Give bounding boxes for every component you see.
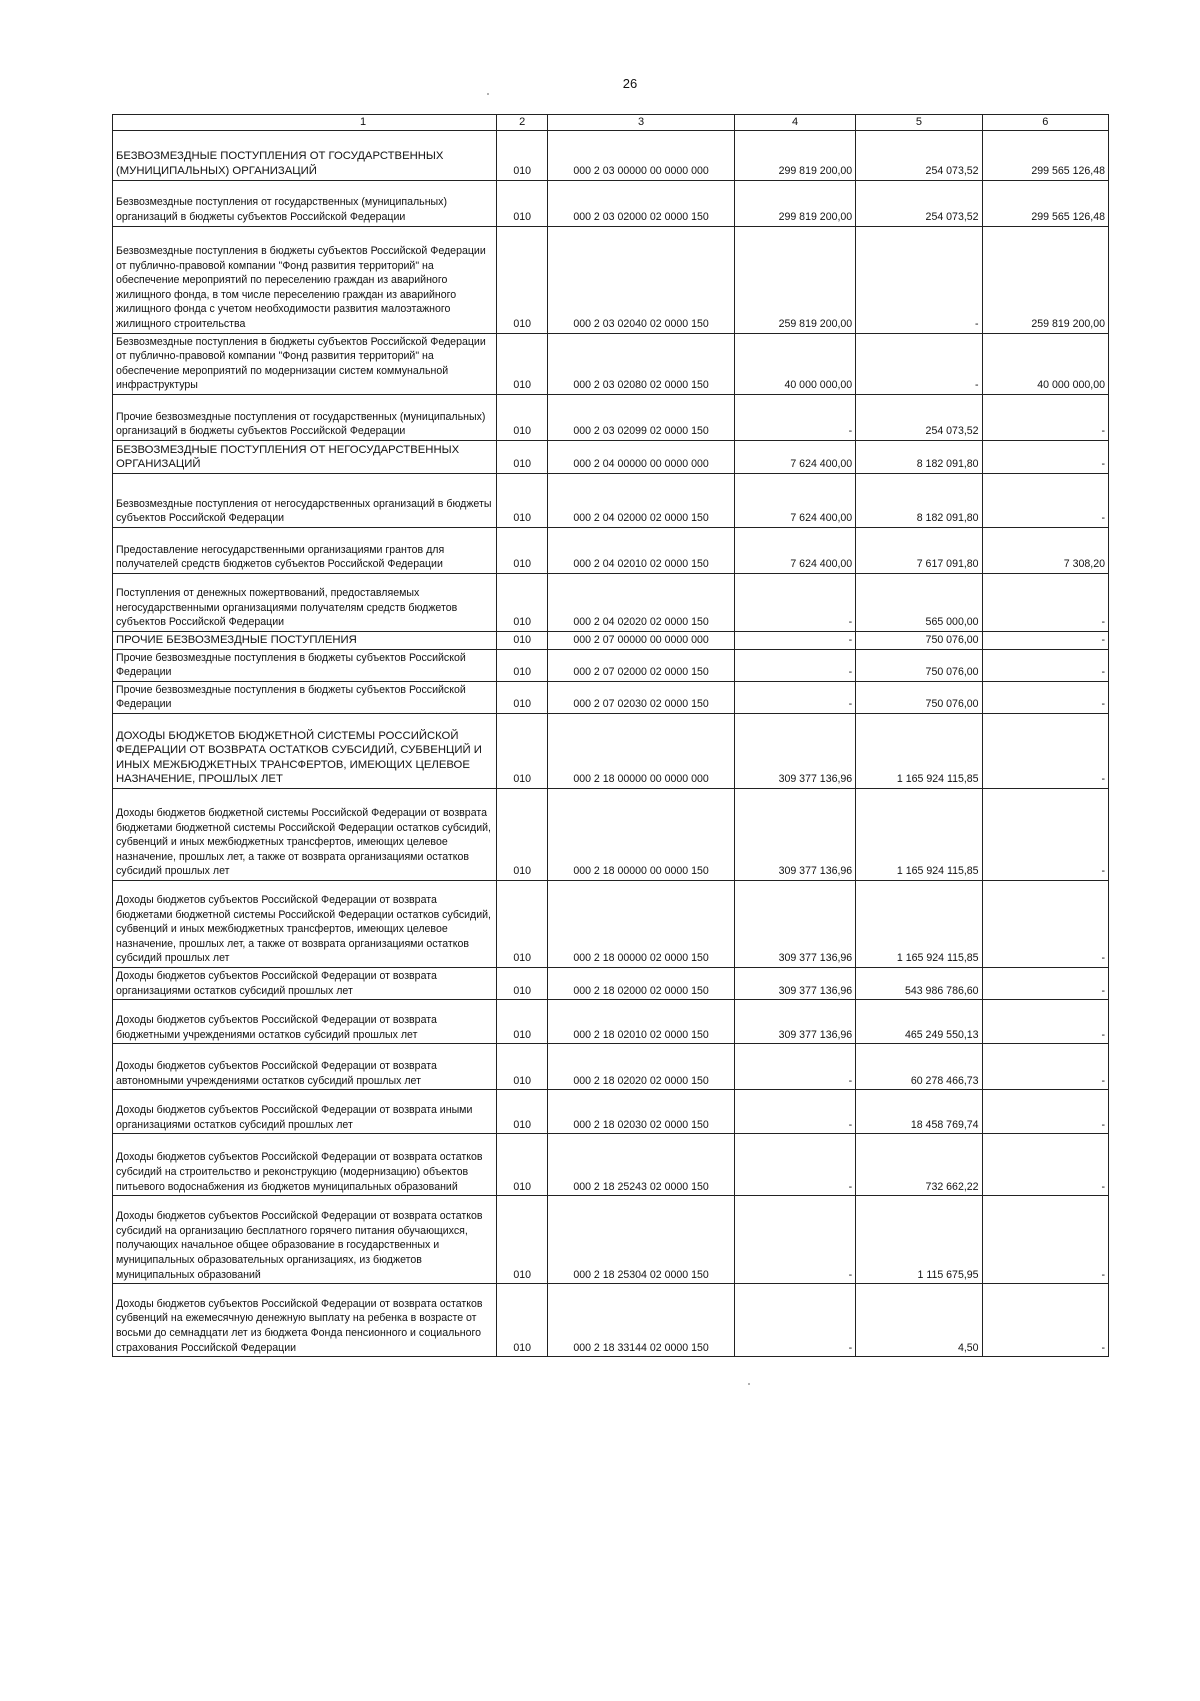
- cell-line-code: 010: [497, 440, 548, 473]
- cell-executed-amount: 60 278 466,73: [856, 1044, 982, 1090]
- cell-indicator-name: [113, 1090, 497, 1134]
- cell-unexecuted-amount: -: [982, 649, 1108, 681]
- cell-line-code: 010: [497, 473, 548, 527]
- table-row: [113, 681, 1109, 713]
- cell-executed-amount: 1 165 924 115,85: [856, 713, 982, 788]
- cell-approved-amount: -: [734, 649, 855, 681]
- cell-unexecuted-amount: -: [982, 1044, 1108, 1090]
- cell-approved-amount: 309 377 136,96: [734, 713, 855, 788]
- table-header: [113, 115, 1109, 131]
- cell-indicator-name: [113, 1000, 497, 1044]
- cell-indicator-name: [113, 573, 497, 631]
- cell-approved-amount: 309 377 136,96: [734, 880, 855, 967]
- indicator-name-text: Безвозмездные поступления в бюджеты субъектов Российской Федерации от публично-правовой компании "Фонд развития территорий" на обеспечение мероприятий по переселению граждан из аварийного жилищного фонда, в том числе переселению граждан из аварийного жилищного фонда с учетом необходимости развития малоэтажного жилищного строительства: [116, 245, 486, 330]
- cell-approved-amount: -: [734, 681, 855, 713]
- cell-budget-classification-code: 000 2 18 00000 00 0000 150: [548, 788, 735, 880]
- column-number-6: 6: [982, 115, 1108, 131]
- cell-executed-amount: 4,50: [856, 1284, 982, 1357]
- cell-approved-amount: -: [734, 1090, 855, 1134]
- cell-executed-amount: -: [856, 333, 982, 394]
- cell-indicator-name: [113, 1284, 497, 1357]
- cell-approved-amount: 7 624 400,00: [734, 440, 855, 473]
- indicator-name-text: Доходы бюджетов субъектов Российской Федерации от возврата остатков субсидий на организацию бесплатного горячего питания обучающихся, получающих начальное общее образование в государственных и муниципальных образовательных организациях, из бюджетов муниципальных образований: [116, 1210, 483, 1281]
- cell-indicator-name: [113, 180, 497, 226]
- cell-unexecuted-amount: -: [982, 1196, 1108, 1284]
- cell-unexecuted-amount: -: [982, 440, 1108, 473]
- cell-line-code: 010: [497, 681, 548, 713]
- cell-line-code: 010: [497, 1284, 548, 1357]
- cell-unexecuted-amount: -: [982, 1090, 1108, 1134]
- indicator-name-text: Безвозмездные поступления в бюджеты субъектов Российской Федерации от публично-правовой компании "Фонд развития территорий" на обеспечение мероприятий по модернизации систем коммунальной инфраструктуры: [116, 335, 486, 392]
- cell-budget-classification-code: 000 2 18 02010 02 0000 150: [548, 1000, 735, 1044]
- cell-line-code: 010: [497, 713, 548, 788]
- cell-executed-amount: 18 458 769,74: [856, 1090, 982, 1134]
- cell-unexecuted-amount: 299 565 126,48: [982, 130, 1108, 180]
- cell-unexecuted-amount: -: [982, 880, 1108, 967]
- cell-executed-amount: 750 076,00: [856, 631, 982, 649]
- cell-executed-amount: 7 617 091,80: [856, 527, 982, 573]
- indicator-name-text: Прочие безвозмездные поступления от государственных (муниципальных) организаций в бюджеты субъектов Российской Федерации: [116, 410, 486, 438]
- cell-approved-amount: -: [734, 394, 855, 440]
- column-number-2: 2: [497, 115, 548, 131]
- cell-executed-amount: 8 182 091,80: [856, 473, 982, 527]
- cell-executed-amount: -: [856, 226, 982, 333]
- indicator-name-text: БЕЗВОЗМЕЗДНЫЕ ПОСТУПЛЕНИЯ ОТ ГОСУДАРСТВЕННЫХ (МУНИЦИПАЛЬНЫХ) ОРГАНИЗАЦИЙ: [116, 150, 444, 177]
- cell-approved-amount: 309 377 136,96: [734, 1000, 855, 1044]
- cell-indicator-name: [113, 527, 497, 573]
- indicator-name-text: Безвозмездные поступления от негосударственных организаций в бюджеты субъектов Российской Федерации: [116, 497, 492, 525]
- cell-approved-amount: 309 377 136,96: [734, 788, 855, 880]
- indicator-name-text: Доходы бюджетов субъектов Российской Федерации от возврата бюджетными учреждениями остатков субсидий прошлых лет: [116, 1013, 437, 1041]
- cell-line-code: 010: [497, 1000, 548, 1044]
- indicator-name-text: ДОХОДЫ БЮДЖЕТОВ БЮДЖЕТНОЙ СИСТЕМЫ РОССИЙСКОЙ ФЕДЕРАЦИИ ОТ ВОЗВРАТА ОСТАТКОВ СУБСИДИЙ, СУБВЕНЦИЙ И ИНЫХ МЕЖБЮДЖЕТНЫХ ТРАНСФЕРТОВ, ИМЕЮЩИХ ЦЕЛЕВОЕ НАЗНАЧЕНИЕ, ПРОШЛЫХ ЛЕТ: [116, 729, 482, 786]
- scan-speck: [748, 1383, 750, 1385]
- cell-budget-classification-code: 000 2 18 02020 02 0000 150: [548, 1044, 735, 1090]
- cell-executed-amount: 254 073,52: [856, 130, 982, 180]
- cell-indicator-name: [113, 1134, 497, 1196]
- cell-indicator-name: [113, 788, 497, 880]
- cell-line-code: 010: [497, 788, 548, 880]
- cell-budget-classification-code: 000 2 04 02010 02 0000 150: [548, 527, 735, 573]
- cell-line-code: 010: [497, 527, 548, 573]
- cell-budget-classification-code: 000 2 03 00000 00 0000 000: [548, 130, 735, 180]
- table-row: [113, 394, 1109, 440]
- indicator-name-text: Доходы бюджетов субъектов Российской Федерации от возврата автономными учреждениями остатков субсидий прошлых лет: [116, 1059, 437, 1087]
- column-number-5: 5: [856, 115, 982, 131]
- cell-budget-classification-code: 000 2 18 00000 02 0000 150: [548, 880, 735, 967]
- cell-budget-classification-code: 000 2 18 25304 02 0000 150: [548, 1196, 735, 1284]
- cell-line-code: 010: [497, 1044, 548, 1090]
- cell-unexecuted-amount: -: [982, 967, 1108, 999]
- cell-indicator-name: [113, 440, 497, 473]
- cell-unexecuted-amount: -: [982, 1284, 1108, 1357]
- page-number: 26: [622, 76, 638, 91]
- table-row: [113, 180, 1109, 226]
- table-row: [113, 649, 1109, 681]
- cell-budget-classification-code: 000 2 04 00000 00 0000 000: [548, 440, 735, 473]
- cell-budget-classification-code: 000 2 18 25243 02 0000 150: [548, 1134, 735, 1196]
- cell-line-code: 010: [497, 880, 548, 967]
- cell-unexecuted-amount: 259 819 200,00: [982, 226, 1108, 333]
- cell-approved-amount: 299 819 200,00: [734, 180, 855, 226]
- cell-executed-amount: 1 115 675,95: [856, 1196, 982, 1284]
- indicator-name-text: Прочие безвозмездные поступления в бюджеты субъектов Российской Федерации: [116, 683, 466, 711]
- table-row: [113, 1000, 1109, 1044]
- cell-approved-amount: -: [734, 1044, 855, 1090]
- cell-indicator-name: [113, 649, 497, 681]
- cell-line-code: 010: [497, 649, 548, 681]
- table-row: [113, 1284, 1109, 1357]
- cell-indicator-name: [113, 967, 497, 999]
- column-number-row: [113, 115, 1109, 131]
- indicator-name-text: Доходы бюджетов бюджетной системы Российской Федерации от возврата бюджетами бюджетной системы Российской Федерации остатков субсидий, субвенций и иных межбюджетных трансфертов, имеющих целевое назначение, прошлых лет, а также от возврата организациями остатков субсидий прошлых лет: [116, 806, 492, 878]
- cell-line-code: 010: [497, 1134, 548, 1196]
- table-row: [113, 440, 1109, 473]
- cell-approved-amount: 259 819 200,00: [734, 226, 855, 333]
- cell-indicator-name: [113, 631, 497, 649]
- indicator-name-text: Предоставление негосударственными организациями грантов для получателей средств бюджетов субъектов Российской Федерации: [116, 543, 445, 571]
- cell-unexecuted-amount: -: [982, 1000, 1108, 1044]
- table-row: [113, 226, 1109, 333]
- cell-indicator-name: [113, 394, 497, 440]
- indicator-name-text: Безвозмездные поступления от государственных (муниципальных) организаций в бюджеты субъектов Российской Федерации: [116, 196, 447, 223]
- cell-line-code: 010: [497, 967, 548, 999]
- table-row: [113, 333, 1109, 394]
- cell-executed-amount: 465 249 550,13: [856, 1000, 982, 1044]
- cell-executed-amount: 565 000,00: [856, 573, 982, 631]
- cell-executed-amount: 1 165 924 115,85: [856, 788, 982, 880]
- cell-indicator-name: [113, 130, 497, 180]
- cell-unexecuted-amount: -: [982, 788, 1108, 880]
- table-row: [113, 788, 1109, 880]
- cell-approved-amount: -: [734, 1196, 855, 1284]
- cell-approved-amount: -: [734, 631, 855, 649]
- cell-unexecuted-amount: -: [982, 573, 1108, 631]
- cell-budget-classification-code: 000 2 03 02099 02 0000 150: [548, 394, 735, 440]
- table-row: [113, 1044, 1109, 1090]
- cell-approved-amount: 40 000 000,00: [734, 333, 855, 394]
- cell-indicator-name: [113, 713, 497, 788]
- indicator-name-text: Доходы бюджетов субъектов Российской Федерации от возврата остатков субвенций на ежемесячную денежную выплату на ребенка в возрасте от восьми до семнадцати лет из бюджета Фонда пенсионного и социального страхования Российской Федерации: [116, 1297, 483, 1354]
- cell-budget-classification-code: 000 2 18 02030 02 0000 150: [548, 1090, 735, 1134]
- scan-speck: [487, 93, 489, 95]
- cell-budget-classification-code: 000 2 18 00000 00 0000 000: [548, 713, 735, 788]
- indicator-name-text: ПРОЧИЕ БЕЗВОЗМЕЗДНЫЕ ПОСТУПЛЕНИЯ: [116, 633, 357, 646]
- table-row: [113, 967, 1109, 999]
- column-number-1: 1: [113, 115, 497, 131]
- cell-budget-classification-code: 000 2 03 02080 02 0000 150: [548, 333, 735, 394]
- cell-budget-classification-code: 000 2 18 02000 02 0000 150: [548, 967, 735, 999]
- indicator-name-text: Прочие безвозмездные поступления в бюджеты субъектов Российской Федерации: [116, 651, 466, 679]
- cell-executed-amount: 8 182 091,80: [856, 440, 982, 473]
- cell-approved-amount: 7 624 400,00: [734, 527, 855, 573]
- cell-unexecuted-amount: 299 565 126,48: [982, 180, 1108, 226]
- cell-line-code: 010: [497, 226, 548, 333]
- cell-line-code: 010: [497, 130, 548, 180]
- cell-line-code: 010: [497, 1090, 548, 1134]
- cell-budget-classification-code: 000 2 07 00000 00 0000 000: [548, 631, 735, 649]
- cell-indicator-name: [113, 681, 497, 713]
- table-body: [113, 130, 1109, 1357]
- cell-approved-amount: 309 377 136,96: [734, 967, 855, 999]
- cell-line-code: 010: [497, 180, 548, 226]
- cell-indicator-name: [113, 880, 497, 967]
- table-row: [113, 573, 1109, 631]
- cell-unexecuted-amount: -: [982, 681, 1108, 713]
- cell-indicator-name: [113, 1044, 497, 1090]
- table-row: [113, 880, 1109, 967]
- table-row: [113, 473, 1109, 527]
- cell-line-code: 010: [497, 1196, 548, 1284]
- cell-unexecuted-amount: 40 000 000,00: [982, 333, 1108, 394]
- cell-budget-classification-code: 000 2 03 02000 02 0000 150: [548, 180, 735, 226]
- cell-unexecuted-amount: -: [982, 713, 1108, 788]
- cell-budget-classification-code: 000 2 03 02040 02 0000 150: [548, 226, 735, 333]
- table-row: [113, 631, 1109, 649]
- cell-executed-amount: 1 165 924 115,85: [856, 880, 982, 967]
- indicator-name-text: Доходы бюджетов субъектов Российской Федерации от возврата бюджетами бюджетной системы Российской Федерации остатков субсидий, субвенций и иных межбюджетных трансфертов, имеющих целевое назначение, прошлых лет, а также от возврата организациями остатков субсидий прошлых лет: [116, 893, 492, 965]
- cell-unexecuted-amount: -: [982, 1134, 1108, 1196]
- column-number-4: 4: [734, 115, 855, 131]
- cell-unexecuted-amount: 7 308,20: [982, 527, 1108, 573]
- cell-approved-amount: -: [734, 1134, 855, 1196]
- cell-budget-classification-code: 000 2 07 02030 02 0000 150: [548, 681, 735, 713]
- cell-indicator-name: [113, 1196, 497, 1284]
- cell-approved-amount: -: [734, 1284, 855, 1357]
- cell-executed-amount: 543 986 786,60: [856, 967, 982, 999]
- column-number-3: 3: [548, 115, 735, 131]
- cell-budget-classification-code: 000 2 18 33144 02 0000 150: [548, 1284, 735, 1357]
- cell-budget-classification-code: 000 2 04 02000 02 0000 150: [548, 473, 735, 527]
- cell-indicator-name: [113, 333, 497, 394]
- cell-line-code: 010: [497, 573, 548, 631]
- cell-line-code: 010: [497, 631, 548, 649]
- cell-unexecuted-amount: -: [982, 631, 1108, 649]
- cell-executed-amount: 750 076,00: [856, 649, 982, 681]
- cell-approved-amount: 299 819 200,00: [734, 130, 855, 180]
- table-row: [113, 1134, 1109, 1196]
- indicator-name-text: Доходы бюджетов субъектов Российской Федерации от возврата организациями остатков субсидий прошлых лет: [116, 969, 437, 997]
- cell-budget-classification-code: 000 2 07 02000 02 0000 150: [548, 649, 735, 681]
- cell-executed-amount: 732 662,22: [856, 1134, 982, 1196]
- cell-approved-amount: 7 624 400,00: [734, 473, 855, 527]
- cell-line-code: 010: [497, 333, 548, 394]
- cell-executed-amount: 254 073,52: [856, 394, 982, 440]
- table-row: [113, 1196, 1109, 1284]
- table-row: [113, 527, 1109, 573]
- table-row: [113, 713, 1109, 788]
- cell-indicator-name: [113, 226, 497, 333]
- indicator-name-text: Поступления от денежных пожертвований, предоставляемых негосударственными организациями получателям средств бюджетов субъектов Российской Федерации: [116, 587, 458, 629]
- cell-line-code: 010: [497, 394, 548, 440]
- table-row: [113, 130, 1109, 180]
- cell-unexecuted-amount: -: [982, 394, 1108, 440]
- indicator-name-text: Доходы бюджетов субъектов Российской Федерации от возврата остатков субсидий на строительство и реконструкцию (модернизацию) объектов питьевого водоснабжения из бюджетов муниципальных образований: [116, 1151, 483, 1193]
- cell-indicator-name: [113, 473, 497, 527]
- budget-report-table: [112, 114, 1109, 1357]
- indicator-name-text: Доходы бюджетов субъектов Российской Федерации от возврата иными организациями остатков субсидий прошлых лет: [116, 1103, 473, 1131]
- indicator-name-text: БЕЗВОЗМЕЗДНЫЕ ПОСТУПЛЕНИЯ ОТ НЕГОСУДАРСТВЕННЫХ ОРГАНИЗАЦИЙ: [116, 443, 460, 471]
- cell-executed-amount: 750 076,00: [856, 681, 982, 713]
- table-row: [113, 1090, 1109, 1134]
- cell-executed-amount: 254 073,52: [856, 180, 982, 226]
- cell-budget-classification-code: 000 2 04 02020 02 0000 150: [548, 573, 735, 631]
- cell-approved-amount: -: [734, 573, 855, 631]
- cell-unexecuted-amount: -: [982, 473, 1108, 527]
